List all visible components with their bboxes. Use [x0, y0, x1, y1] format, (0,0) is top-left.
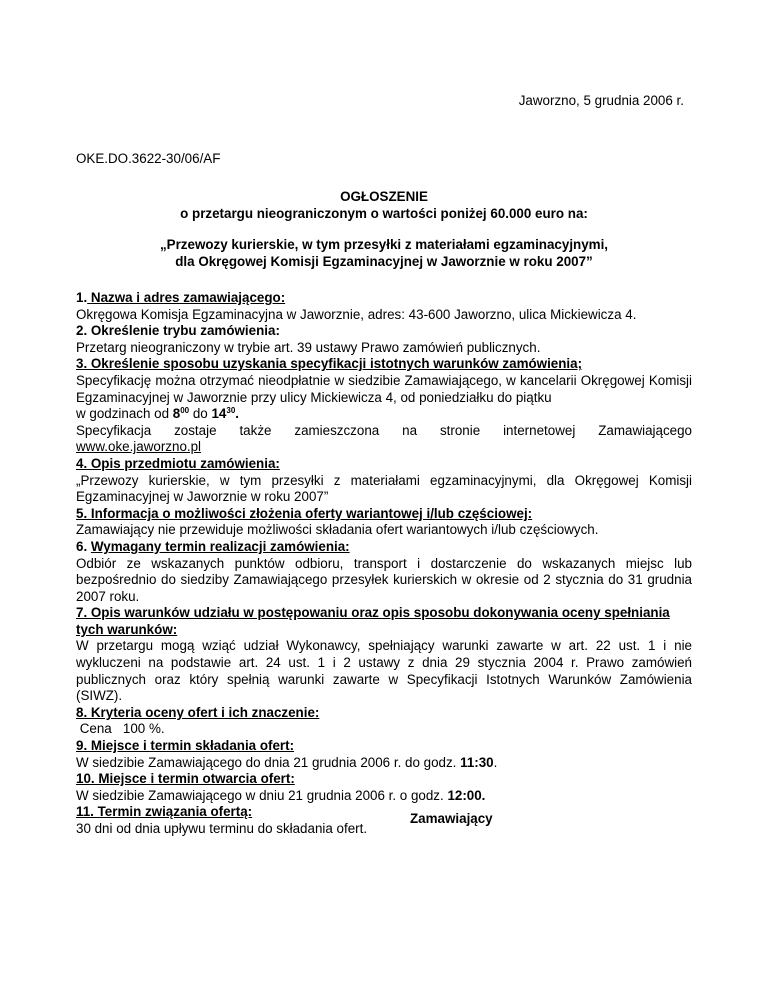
- section-1-title: [76, 290, 692, 307]
- section-2-text: Przetarg nieograniczony w trybie art. 39 ustawy Prawo zamówień publicznych.: [76, 339, 541, 355]
- section-10-text: W siedzibie Zamawiającego w dniu 21 grudnia 2006 r. o godz. 12:00.: [76, 787, 486, 803]
- tender-subject: [76, 236, 692, 270]
- section-10-title: 10. Miejsce i termin otwarcia ofert:: [76, 771, 295, 787]
- section-9-title: 9. Miejsce i termin składania ofert:: [76, 738, 295, 754]
- section-5-text: Zamawiający nie przewiduje możliwości składania ofert wariantowych i/lub częściowych.: [76, 522, 599, 538]
- announcement-subtitle: o przetargu nieograniczonym o wartości poniżej 60.000 euro na:: [180, 206, 588, 221]
- section-1-number: 1.: [76, 290, 88, 305]
- section-6-text: Odbiór ze wskazanych punktów odbioru, transport i dostarczenie do wskazanych miejsc lub bezpośrednio do siedziby Zamawiającego przesyłek kurierskich w okresie od 2 stycznia do 31 grudnia 2007 roku.: [76, 555, 692, 604]
- signature: Zamawiający: [410, 811, 493, 826]
- section-3-title: 3. Określenie sposobu uzyskania specyfikacji istotnych warunków zamówienia;: [76, 356, 583, 372]
- section-7-text: W przetargu mogą wziąć udział Wykonawcy, spełniający warunki zawarte w art. 22 ust. 1 i nie wykluczeni na podstawie art. 24 ust. 1 i 2 ustawy z dnia 29 stycznia 2004 r. Prawo zamówień publicznych oraz który spełnią warunki zawarte w Specyfikacji Istotnych Warunków Zamówienia (SIWZ).: [76, 638, 692, 704]
- announcement-title: OGŁOSZENIE: [340, 189, 428, 204]
- section-4-title: 4. Opis przedmiotu zamówienia:: [76, 455, 280, 471]
- section-3-text: Specyfikację można otrzymać nieodpłatnie w siedzibie Zamawiającego, w kancelarii Okręgowej Komisji Egzaminacyjnej w Jaworznie przy ulicy Mickiewicza 4, od poniedziałku do piątku: [76, 372, 692, 405]
- section-6-heading: Wymagany termin realizacji zamówienia:: [90, 538, 350, 554]
- section-3-hours: w godzinach od $8^{00}$ do $14^{30}$.: [76, 406, 240, 422]
- section-5-title: 5. Informacja o możliwości złożenia oferty wariantowej i/lub częściowej:: [76, 505, 533, 521]
- section-11-title: 11. Termin związania ofertą:: [76, 804, 253, 820]
- section-1-text: Okręgowa Komisja Egzaminacyjna w Jaworznie, adres: 43-600 Jaworzno, ulica Mickiewicza 4.: [76, 306, 637, 322]
- section-1-heading: Nazwa i adres zamawiającego:: [90, 290, 286, 305]
- section-6-number: 6.: [76, 538, 88, 554]
- tender-subject-line-1: „Przewozy kurierskie, w tym przesyłki z materiałami egzaminacyjnymi,: [159, 237, 609, 252]
- tender-subject-line-2: dla Okręgowej Komisji Egzaminacyjnej w Jaworznie w roku 2007”: [175, 254, 593, 269]
- website-link[interactable]: www.oke.jaworzno.pl: [76, 439, 202, 455]
- reference-number: OKE.DO.3622-30/06/AF: [76, 151, 221, 166]
- section-3-web-link-row: [76, 439, 692, 456]
- section-4-text: „Przewozy kurierskie, w tym przesyłki z materiałami egzaminacyjnymi, dla Okręgowej Komisji Egzaminacyjnej w Jaworznie w roku 2007”: [76, 472, 692, 505]
- section-9-text: W siedzibie Zamawiającego do dnia 21 grudnia 2006 r. do godz. 11:30.: [76, 754, 498, 770]
- section-8-text: Cena 100 %.: [76, 721, 165, 737]
- document-body: [76, 290, 692, 838]
- section-8-title: 8. Kryteria oceny ofert i ich znaczenie:: [76, 704, 320, 720]
- announcement-heading: [76, 188, 692, 222]
- section-6-title: [76, 539, 692, 556]
- section-3-web-text: Specyfikacja zostaje także zamieszczona na stronie internetowej Zamawiającego: [76, 422, 692, 438]
- section-7-title: 7. Opis warunków udziału w postępowaniu oraz opis sposobu dokonywania oceny spełniania tych warunków:: [76, 605, 670, 637]
- section-11-text: 30 dni od dnia upływu terminu do składania ofert.: [76, 821, 368, 836]
- section-2-title: 2. Określenie trybu zamówienia:: [76, 323, 280, 339]
- date-line: Jaworzno, 5 grudnia 2006 r.: [518, 93, 684, 108]
